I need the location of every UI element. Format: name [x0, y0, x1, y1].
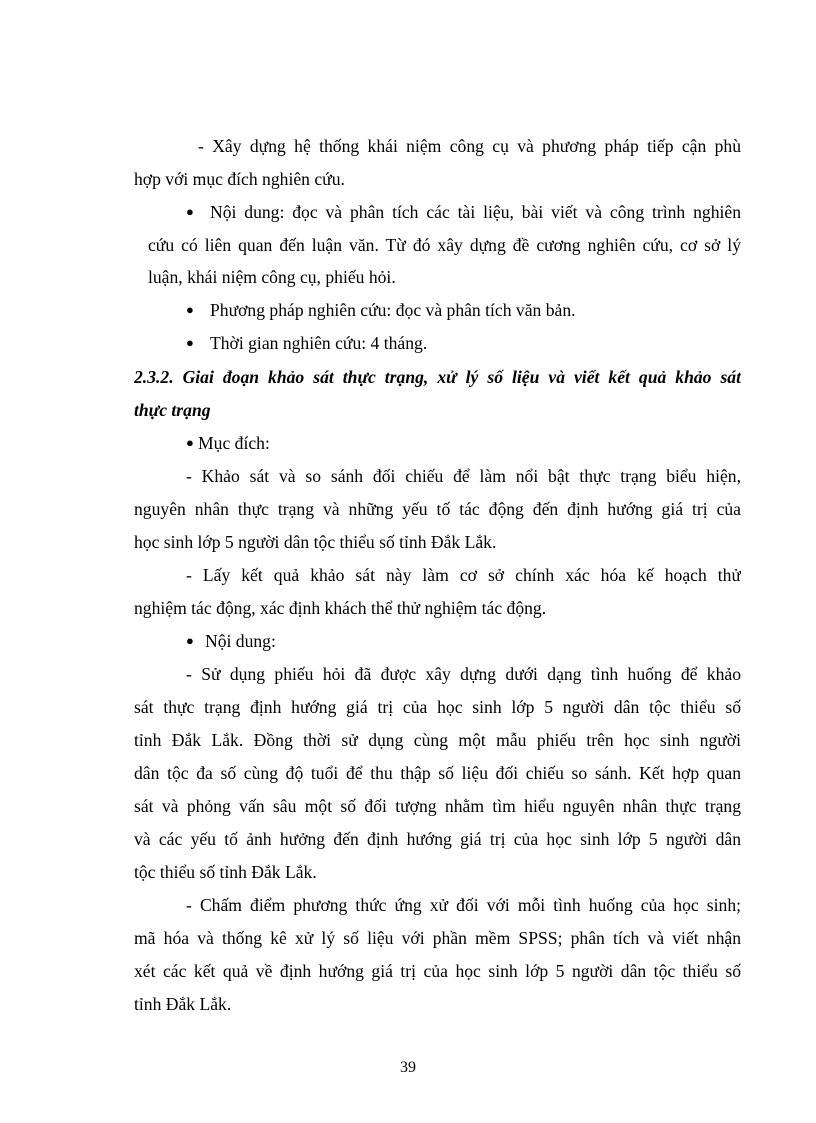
section-heading: thực trạng	[134, 400, 211, 420]
paragraph-line: Nội dung: đọc và phân tích các tài liệu, bài viết và công trình nghiên	[210, 202, 741, 222]
paragraph-line: dân tộc đa số cùng độ tuổi để thu thập số liệu đối chiếu so sánh. Kết hợp quan	[134, 763, 741, 783]
paragraph-line: mã hóa và thống kê xử lý số liệu với phần mềm SPSS; phân tích và viết nhận	[134, 928, 741, 948]
paragraph-line: xét các kết quả về định hướng giá trị của học sinh lớp 5 người dân tộc thiểu số	[134, 961, 741, 981]
bullet-icon: ●	[186, 335, 194, 350]
paragraph-line: Nội dung:	[205, 631, 276, 651]
paragraph-line: sát thực trạng định hướng giá trị của học sinh lớp 5 người dân tộc thiểu số	[134, 697, 741, 717]
section-heading: 2.3.2. Giai đoạn khảo sát thực trạng, xử lý số liệu và viết kết quả khảo sát	[134, 367, 741, 387]
paragraph-line: tỉnh Đắk Lắk. Đồng thời sử dụng cùng một mẫu phiếu trên học sinh người	[134, 730, 741, 750]
paragraph-line: tỉnh Đắk Lắk.	[134, 994, 232, 1014]
bullet-icon: ●	[186, 633, 194, 648]
paragraph-line: - Sử dụng phiếu hỏi đã được xây dựng dưới dạng tình huống để khảo	[186, 664, 741, 684]
paragraph-line: nghiệm tác động, xác định khách thể thử nghiệm tác động.	[134, 598, 547, 618]
paragraph-line: nguyên nhân thực trạng và những yếu tố tác động đến định hướng giá trị của	[134, 499, 741, 519]
paragraph-line: - Chấm điểm phương thức ứng xử đối với mỗi tình huống của học sinh;	[186, 895, 741, 915]
bullet-icon: ●	[186, 435, 194, 450]
paragraph-line: luận, khái niệm công cụ, phiếu hỏi.	[148, 267, 396, 287]
paragraph-line: Mục đích:	[198, 433, 270, 453]
paragraph-line: Phương pháp nghiên cứu: đọc và phân tích văn bản.	[210, 300, 576, 320]
paragraph-line: tộc thiểu số tỉnh Đắk Lắk.	[134, 862, 317, 882]
paragraph-line: - Lấy kết quả khảo sát này làm cơ sở chính xác hóa kế hoạch thử	[186, 565, 741, 585]
bullet-icon: ●	[186, 204, 194, 219]
page-number: 39	[400, 1059, 416, 1076]
paragraph-line: - Khảo sát và so sánh đối chiếu để làm nổi bật thực trạng biểu hiện,	[186, 466, 741, 486]
bullet-icon: ●	[186, 302, 194, 317]
paragraph-line: - Xây dựng hệ thống khái niệm công cụ và phương pháp tiếp cận phù	[198, 136, 741, 156]
paragraph-line: Thời gian nghiên cứu: 4 tháng.	[210, 333, 428, 353]
paragraph-line: cứu có liên quan đến luận văn. Từ đó xây dựng đề cương nghiên cứu, cơ sở lý	[148, 235, 741, 255]
paragraph-line: sát và phỏng vấn sâu một số đối tượng nhằm tìm hiểu nguyên nhân thực trạng	[134, 796, 741, 816]
paragraph-line: hợp với mục đích nghiên cứu.	[134, 169, 345, 189]
paragraph-line: học sinh lớp 5 người dân tộc thiểu số tỉnh Đắk Lắk.	[134, 532, 497, 552]
paragraph-line: và các yếu tố ảnh hưởng đến định hướng giá trị của học sinh lớp 5 người dân	[134, 829, 741, 849]
